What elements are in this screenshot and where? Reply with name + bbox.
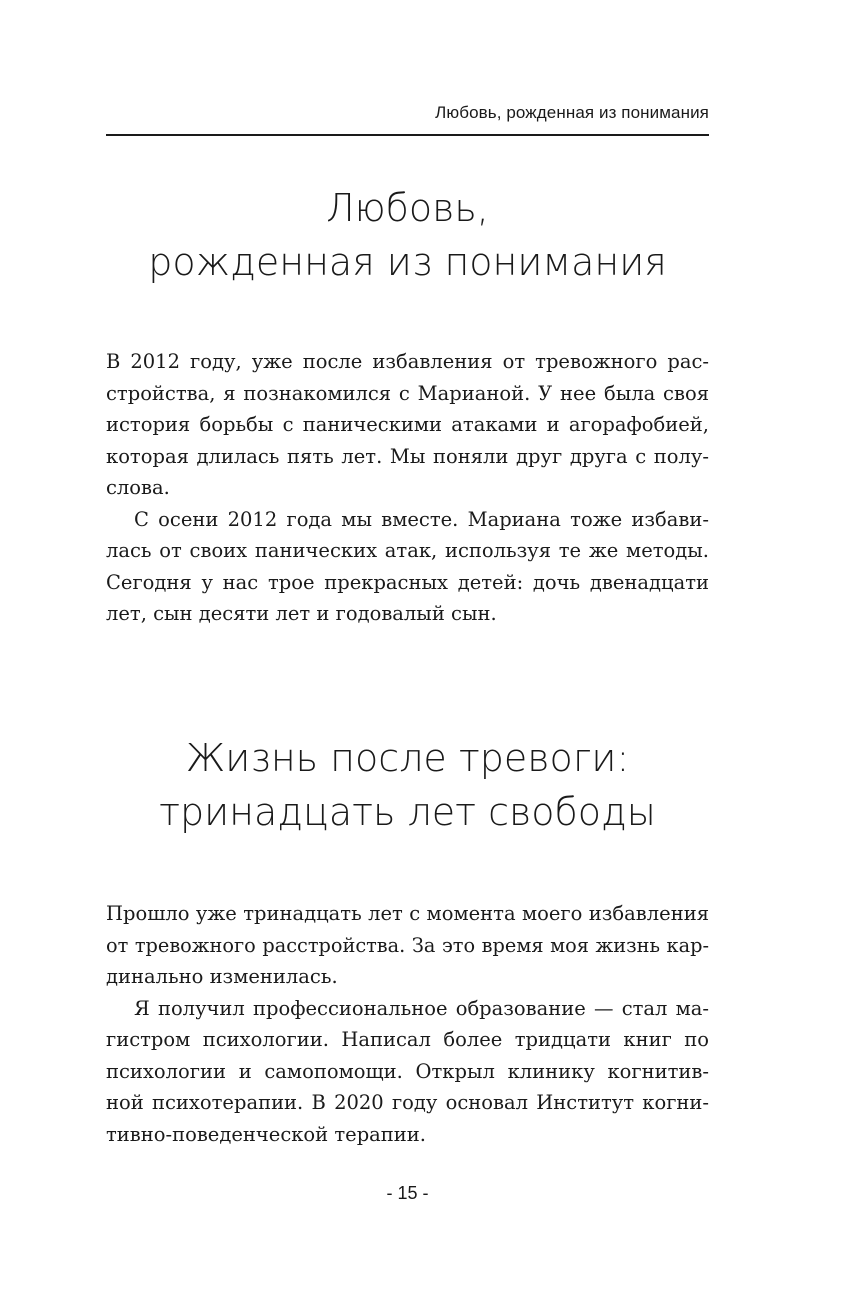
text-line: динально изменилась. bbox=[106, 965, 338, 988]
heading-line: рожденная из понимания bbox=[148, 240, 667, 284]
section-body-life-after-anxiety bbox=[106, 898, 709, 1150]
running-head: Любовь, рожденная из понимания bbox=[435, 103, 709, 122]
section-heading-love bbox=[106, 181, 709, 289]
text-line: С осени 2012 года мы вместе. Мариана тоже избави- bbox=[134, 507, 709, 531]
text-line: гистром психологии. Написал более тридцати книг по bbox=[106, 1028, 709, 1051]
text-line: лет, сын десяти лет и годовалый сын. bbox=[106, 602, 497, 625]
text-line: Прошло уже тринадцать лет с момента моего избавления bbox=[106, 902, 709, 925]
heading-line: Жизнь после тревоги: bbox=[185, 736, 630, 780]
section-body-love bbox=[106, 346, 709, 630]
text-line: стройства, я познакомился с Марианой. У нее была своя bbox=[106, 381, 709, 405]
text-line: лась от своих панических атак, используя те же методы. bbox=[106, 539, 709, 562]
text-line: которая длилась пять лет. Мы поняли друг друга с полу- bbox=[106, 444, 709, 468]
text-line: тивно-поведенческой терапии. bbox=[106, 1122, 426, 1146]
heading-line: Любовь, bbox=[326, 186, 489, 230]
text-line: Сегодня у нас трое прекрасных детей: дочь двенадцати bbox=[106, 570, 709, 594]
heading-line: тринадцать лет свободы bbox=[159, 790, 656, 834]
header-rule bbox=[106, 134, 709, 136]
text-line: В 2012 году, уже после избавления от тревожного рас- bbox=[106, 350, 709, 373]
text-line: ной психотерапии. В 2020 году основал Институт когни- bbox=[106, 1091, 709, 1114]
text-line: психологии и самопомощи. Открыл клинику когнитив- bbox=[106, 1059, 709, 1083]
text-line: история борьбы с паническими атаками и агорафобией, bbox=[106, 413, 709, 436]
text-line: Я получил профессиональное образование — стал ма- bbox=[134, 996, 709, 1020]
section-heading-life-after-anxiety bbox=[106, 731, 709, 839]
text-line: от тревожного расстройства. За это время моя жизнь кар- bbox=[106, 933, 709, 957]
text-line: слова. bbox=[106, 476, 170, 499]
page-number: - 15 - bbox=[386, 1183, 429, 1203]
